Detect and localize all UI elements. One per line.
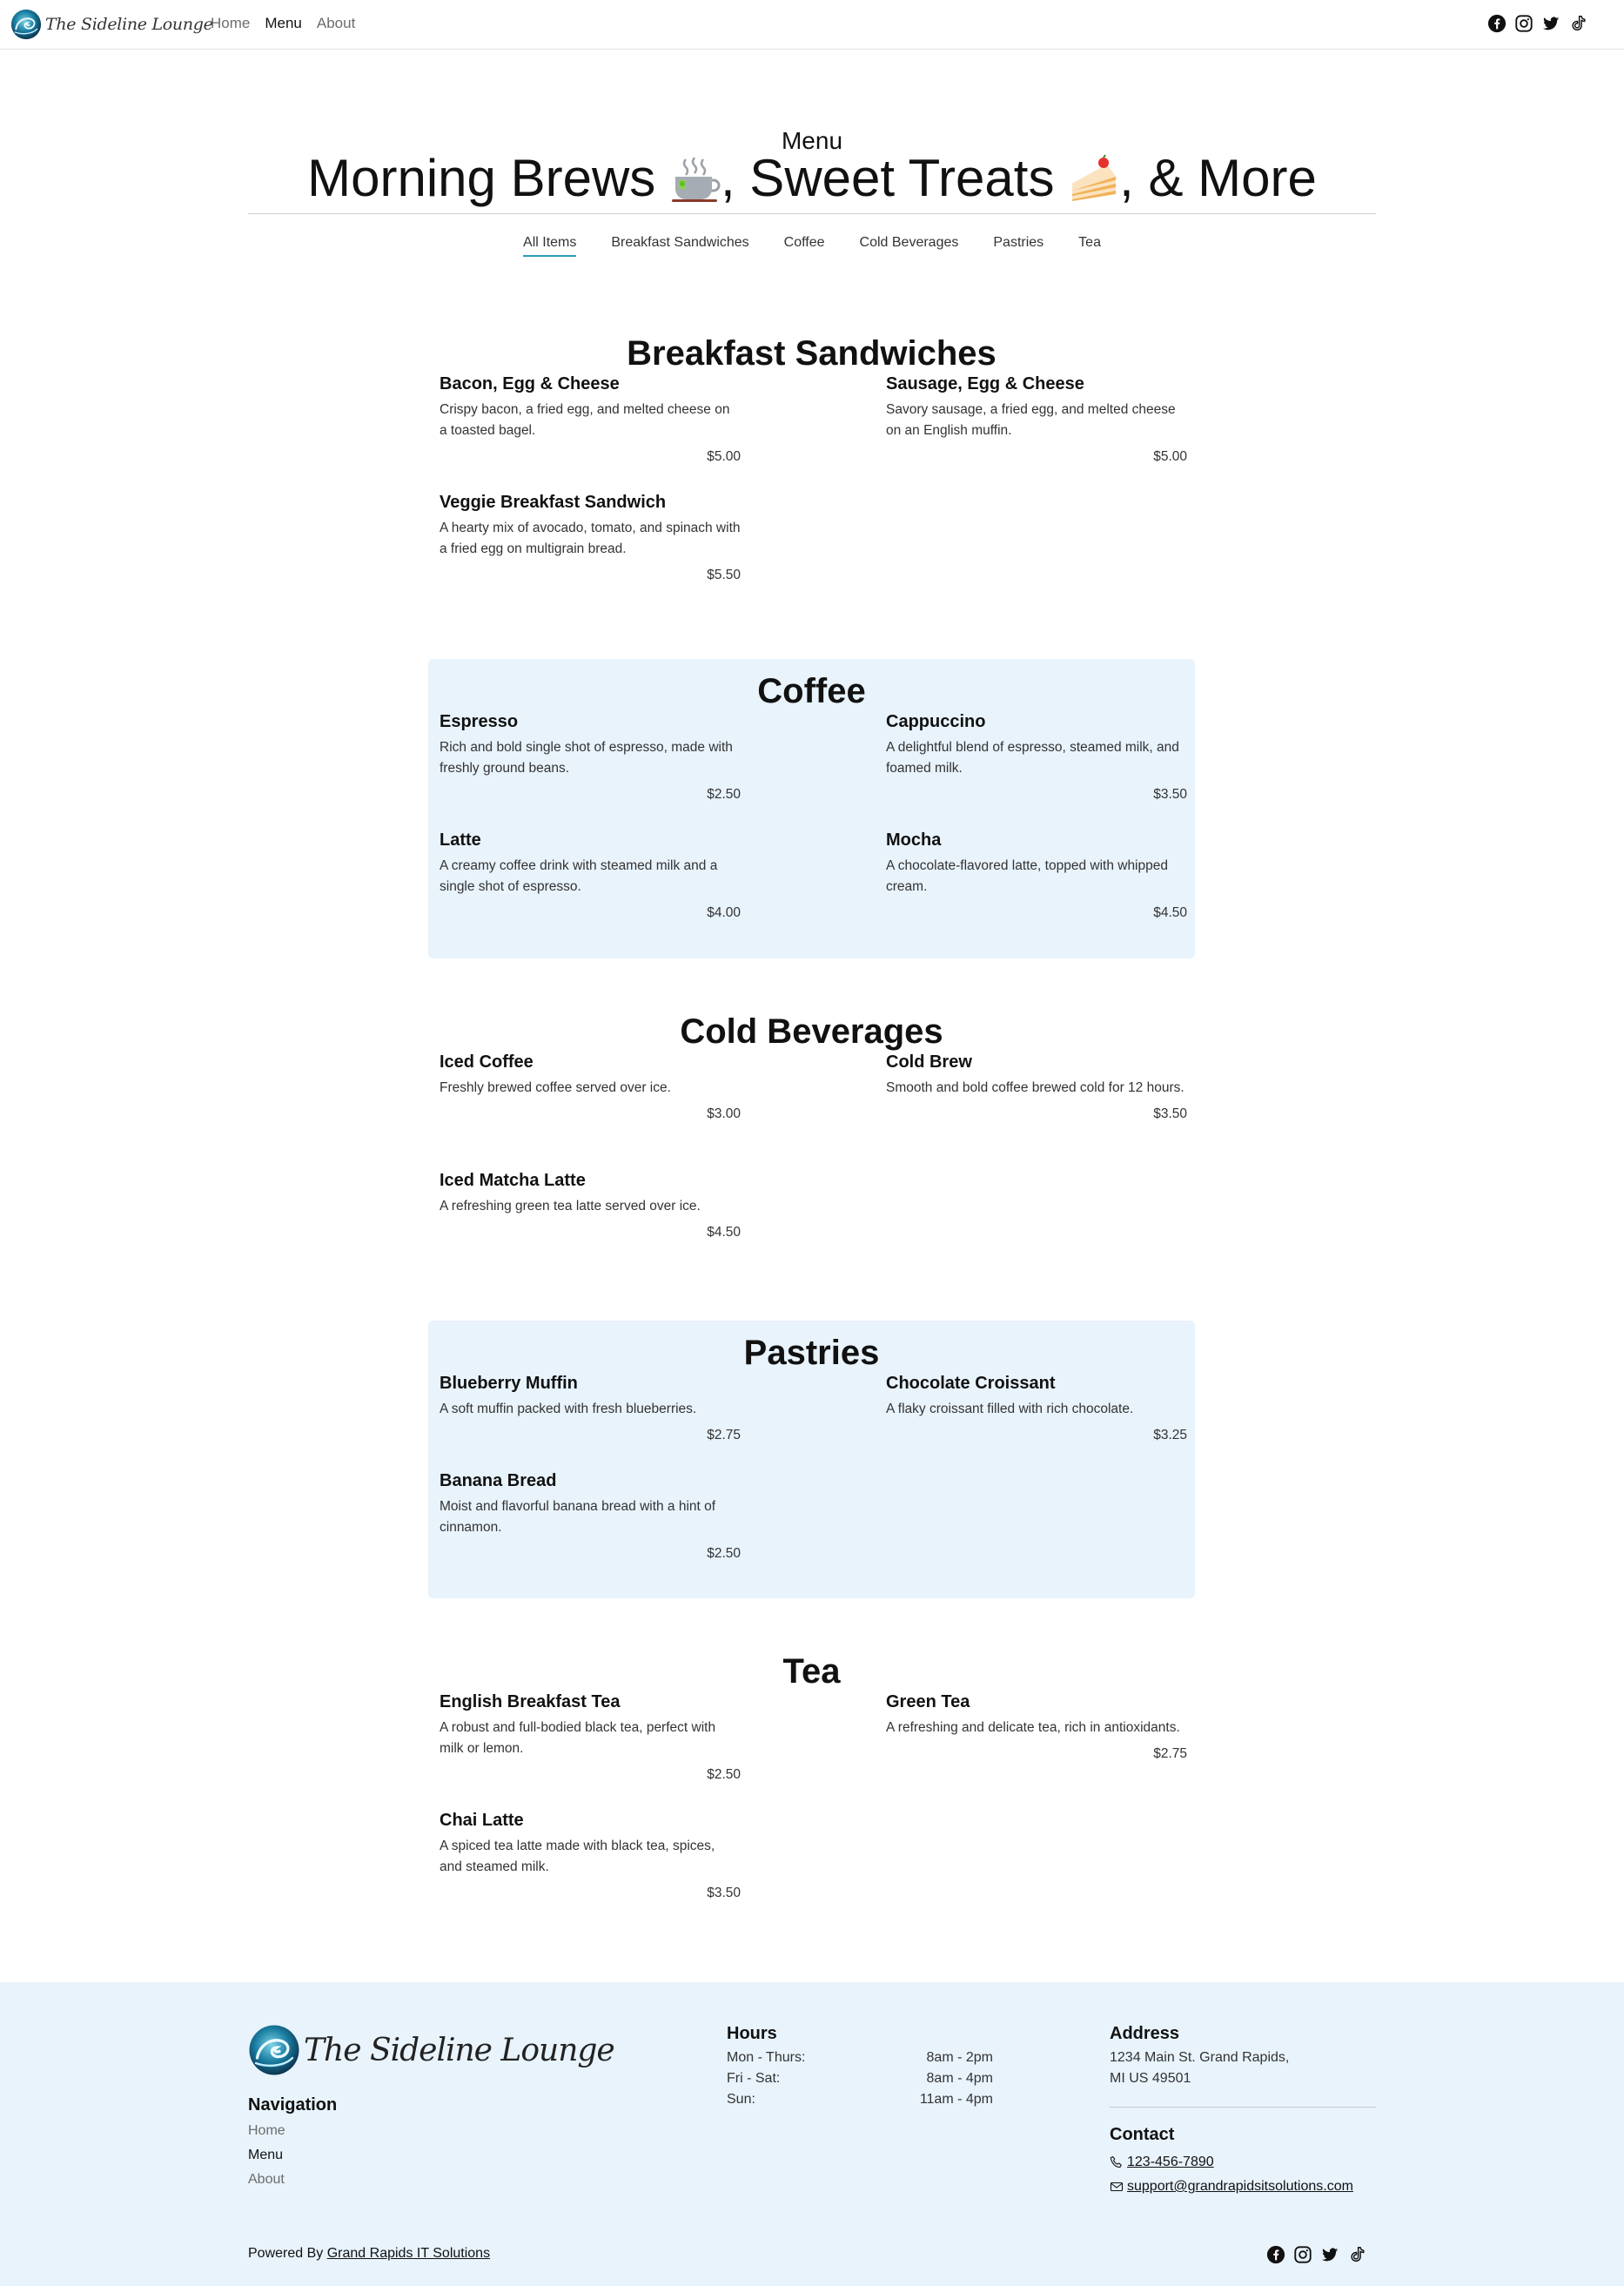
item-name: Espresso — [440, 712, 519, 731]
footer-address-contact — [1110, 2024, 1376, 2199]
item-price: $3.00 — [707, 1106, 741, 1121]
hours-time: 8am - 4pm — [926, 2071, 993, 2086]
menu-item[interactable] — [886, 1691, 1187, 1763]
item-name: Bacon, Egg & Cheese — [440, 374, 620, 393]
brand-name: The Sideline Lounge — [45, 15, 213, 34]
item-name: Chai Latte — [440, 1811, 524, 1830]
wave-logo-icon — [10, 9, 42, 40]
item-name: Cold Brew — [886, 1052, 972, 1072]
hero-divider — [248, 213, 1376, 214]
item-price: $2.50 — [707, 1546, 741, 1561]
envelope-icon — [1110, 2180, 1124, 2194]
title-part-1: Morning Brews — [307, 149, 670, 207]
item-description: Smooth and bold coffee brewed cold for 12 hours. — [886, 1080, 1184, 1095]
section-title: Breakfast Sandwiches — [627, 334, 997, 373]
footer-hours — [727, 2024, 993, 2110]
wave-logo-icon — [248, 2024, 300, 2076]
menu-item[interactable] — [440, 1691, 741, 1784]
contact-email[interactable] — [1110, 2175, 1376, 2199]
menu-section-cold-beverages — [428, 1012, 1195, 1264]
menu-item[interactable] — [440, 830, 741, 922]
hours-days: Sun: — [727, 2092, 755, 2107]
item-name: Sausage, Egg & Cheese — [886, 374, 1084, 393]
item-price: $4.50 — [1153, 905, 1187, 920]
contact-heading: Contact — [1110, 2125, 1175, 2144]
twitter-icon[interactable] — [1541, 14, 1560, 33]
address-divider — [1110, 2107, 1376, 2108]
item-price: $2.50 — [707, 787, 741, 802]
item-description: Savory sausage, a fried egg, and melted cheese on an English muffin. — [886, 402, 1176, 438]
tab-cold-beverages[interactable]: Cold Beverages — [859, 235, 959, 250]
tab-all-items[interactable]: All Items — [523, 235, 576, 257]
item-price: $3.50 — [1153, 1106, 1187, 1121]
item-name: Mocha — [886, 830, 942, 850]
item-price: $3.25 — [1153, 1428, 1187, 1442]
item-name: Veggie Breakfast Sandwich — [440, 493, 667, 512]
nav-menu-link[interactable]: Menu — [265, 15, 302, 31]
item-description: A flaky croissant filled with rich chocolate. — [886, 1402, 1134, 1416]
powered-by — [248, 2246, 490, 2262]
nav-home-link[interactable]: Home — [211, 15, 251, 31]
section-title: Cold Beverages — [680, 1012, 943, 1051]
item-description: A spiced tea latte made with black tea, spices, and steamed milk. — [440, 1839, 715, 1874]
item-description: A hearty mix of avocado, tomato, and spinach with a fried egg on multigrain bread. — [440, 521, 741, 556]
item-description: A robust and full-bodied black tea, perfect with milk or lemon. — [440, 1720, 716, 1756]
menu-item[interactable] — [886, 711, 1187, 803]
contact-phone[interactable] — [1110, 2150, 1376, 2175]
menu-item[interactable] — [886, 1373, 1187, 1444]
item-price: $3.50 — [707, 1886, 741, 1900]
section-title: Pastries — [743, 1334, 880, 1372]
item-description: A chocolate-flavored latte, topped with whipped cream. — [886, 858, 1168, 894]
item-description: Freshly brewed coffee served over ice. — [440, 1080, 671, 1095]
menu-item[interactable] — [440, 492, 741, 584]
menu-item[interactable] — [440, 1810, 741, 1902]
hours-time: 8am - 2pm — [926, 2050, 993, 2065]
item-price: $5.00 — [707, 449, 741, 464]
item-name: Green Tea — [886, 1692, 970, 1711]
instagram-icon[interactable] — [1293, 2245, 1312, 2264]
shortcake-emoji-icon — [1069, 154, 1119, 205]
footer-social-links — [1266, 2245, 1366, 2264]
tab-coffee[interactable]: Coffee — [783, 235, 825, 250]
nav-about-link[interactable]: About — [316, 15, 356, 31]
item-name: English Breakfast Tea — [440, 1692, 621, 1711]
menu-item[interactable] — [440, 1170, 741, 1241]
menu-item[interactable] — [886, 830, 1187, 922]
item-name: Cappuccino — [886, 712, 986, 731]
item-description: A delightful blend of espresso, steamed milk, and foamed milk. — [886, 740, 1179, 776]
twitter-icon[interactable] — [1320, 2245, 1339, 2264]
item-name: Chocolate Croissant — [886, 1374, 1056, 1393]
hours-row — [727, 2068, 993, 2089]
page-subtitle: Menu — [781, 127, 843, 154]
footer-nav-home[interactable]: Home — [248, 2123, 285, 2138]
address-line-2: MI US 49501 — [1110, 2071, 1191, 2086]
category-tabs — [0, 235, 1624, 257]
footer-nav-heading: Navigation — [248, 2095, 338, 2115]
address-line-1: 1234 Main St. Grand Rapids, — [1110, 2050, 1290, 2065]
hours-days: Mon - Thurs: — [727, 2050, 806, 2065]
menu-section-pastries — [428, 1321, 1195, 1598]
menu-item[interactable] — [886, 373, 1187, 466]
item-price: $3.50 — [1153, 787, 1187, 802]
powered-by-link[interactable]: Grand Rapids IT Solutions — [326, 2246, 491, 2261]
item-description: Crispy bacon, a fried egg, and melted cheese on a toasted bagel. — [440, 402, 730, 438]
hours-row — [727, 2047, 993, 2068]
item-price: $2.75 — [1153, 1746, 1187, 1761]
footer-brand-logo[interactable] — [248, 2024, 614, 2076]
tab-breakfast-sandwiches[interactable]: Breakfast Sandwiches — [611, 235, 749, 250]
powered-prefix: Powered By — [248, 2246, 327, 2261]
footer-brand-name: The Sideline Lounge — [304, 2032, 614, 2068]
tab-tea[interactable]: Tea — [1078, 235, 1101, 250]
item-description: A soft muffin packed with fresh blueberries. — [440, 1402, 697, 1416]
menu-item[interactable] — [440, 373, 741, 466]
email-link[interactable]: support@grandrapidsitsolutions.com — [1127, 2179, 1353, 2194]
item-price: $5.50 — [707, 568, 741, 582]
top-navbar — [0, 0, 1624, 50]
item-name: Iced Matcha Latte — [440, 1171, 586, 1190]
menu-item[interactable] — [886, 1052, 1187, 1123]
hours-row — [727, 2089, 993, 2110]
footer-nav-menu[interactable]: Menu — [248, 2148, 284, 2162]
hours-heading: Hours — [727, 2024, 777, 2043]
phone-icon — [1110, 2155, 1124, 2169]
menu-item[interactable] — [440, 1373, 741, 1444]
facebook-icon[interactable] — [1487, 14, 1507, 33]
section-title: Tea — [782, 1652, 841, 1691]
page-title — [0, 146, 1624, 211]
item-description: A refreshing and delicate tea, rich in antioxidants. — [886, 1720, 1180, 1735]
tiktok-icon[interactable] — [1568, 14, 1587, 33]
facebook-icon[interactable] — [1266, 2245, 1285, 2264]
tiktok-icon[interactable] — [1347, 2245, 1366, 2264]
item-description: A creamy coffee drink with steamed milk and a single shot of espresso. — [440, 858, 718, 894]
footer-nav-about[interactable]: About — [248, 2172, 285, 2187]
item-description: Moist and flavorful banana bread with a hint of cinnamon. — [440, 1499, 716, 1535]
section-title: Coffee — [757, 672, 866, 710]
title-part-2: , Sweet Treats — [720, 149, 1070, 207]
item-name: Latte — [440, 830, 481, 850]
item-price: $2.50 — [707, 1767, 741, 1782]
phone-link[interactable]: 123-456-7890 — [1127, 2155, 1214, 2169]
item-price: $4.00 — [707, 905, 741, 920]
instagram-icon[interactable] — [1514, 14, 1533, 33]
item-description: A refreshing green tea latte served over ice. — [440, 1199, 701, 1214]
menu-item[interactable] — [440, 711, 741, 803]
menu-section-breakfast-sandwiches — [428, 329, 1195, 599]
hot-beverage-emoji-icon — [670, 154, 721, 205]
address-heading: Address — [1110, 2024, 1180, 2043]
item-price: $4.50 — [707, 1225, 741, 1240]
menu-section-coffee — [428, 659, 1195, 958]
hours-time: 11am - 4pm — [919, 2092, 993, 2107]
menu-item[interactable] — [440, 1470, 741, 1563]
item-name: Iced Coffee — [440, 1052, 534, 1072]
tab-pastries[interactable]: Pastries — [993, 235, 1044, 250]
item-description: Rich and bold single shot of espresso, made with freshly ground beans. — [440, 740, 733, 776]
brand-logo-link[interactable] — [10, 9, 213, 40]
item-price: $2.75 — [707, 1428, 741, 1442]
item-name: Banana Bread — [440, 1471, 557, 1490]
hours-days: Fri - Sat: — [727, 2071, 781, 2086]
title-part-3: , & More — [1119, 149, 1317, 207]
menu-section-tea — [428, 1651, 1195, 1921]
item-price: $5.00 — [1153, 449, 1187, 464]
site-footer — [0, 1982, 1624, 2286]
footer-navigation — [248, 2095, 337, 2192]
item-name: Blueberry Muffin — [440, 1374, 578, 1393]
main-nav — [211, 15, 355, 32]
header-social-links — [1487, 14, 1587, 33]
menu-item[interactable] — [440, 1052, 741, 1123]
